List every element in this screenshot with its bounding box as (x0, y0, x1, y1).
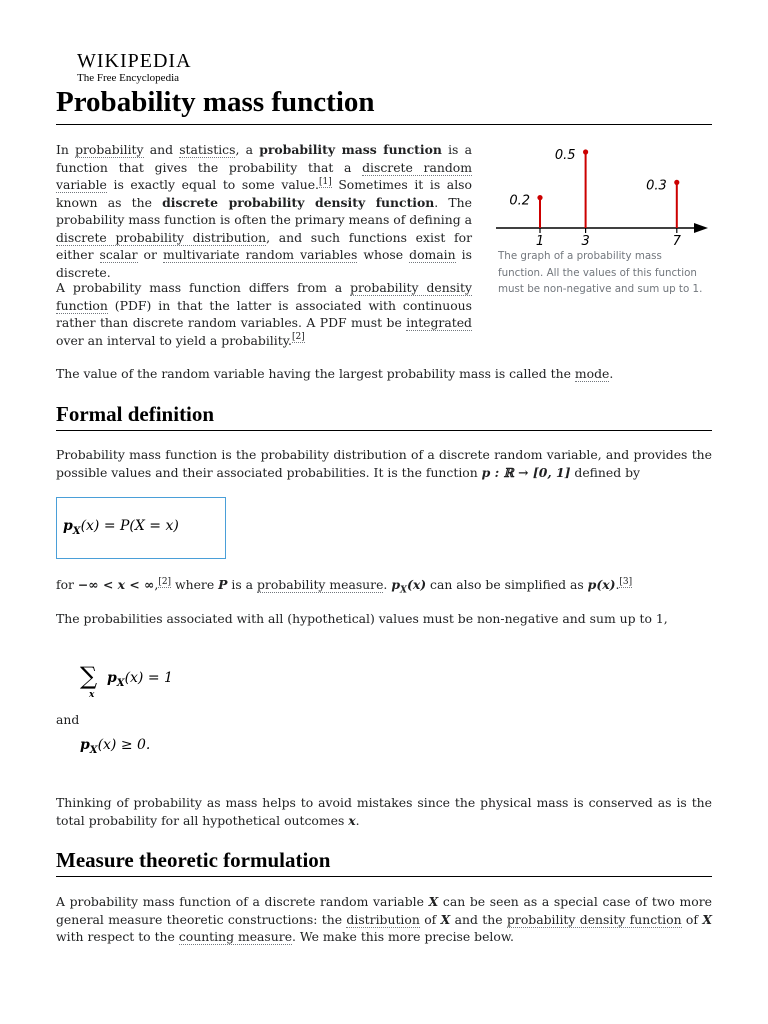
stem-point-1 (537, 195, 542, 200)
intro-paragraph-2: A probability mass function differs from a probability density function (PDF) in that the latter is associated with continuous rather than discrete random variables. A PDF must be integrated over an interval to yield a probability.[2] (56, 280, 472, 348)
ref-3[interactable]: [3] (619, 576, 633, 587)
formula-nonnegative: $p_X(x) \ge 0$. (80, 737, 151, 756)
sum-index: x (89, 690, 95, 700)
heading-formal-definition: Formal definition (56, 402, 215, 426)
link-probability-density-function[interactable]: probability density function (56, 280, 472, 313)
value-label-1: 0.2 (509, 193, 530, 209)
tick-label-1: 1 (535, 234, 545, 249)
ref-1[interactable]: [1] (318, 176, 332, 187)
link-mode[interactable]: mode (574, 366, 610, 381)
link-discrete-random-variable[interactable]: discrete random variable (56, 159, 472, 192)
link-distribution[interactable]: distribution (346, 911, 420, 927)
title-underline (56, 124, 712, 125)
link-probability-measure[interactable]: probability measure (256, 577, 384, 592)
stem-point-7 (674, 180, 679, 185)
page-title: Probability mass function (56, 86, 375, 118)
link-statistics[interactable]: statistics (179, 142, 236, 157)
heading-underline (56, 430, 712, 431)
tick-label-7: 7 (672, 234, 681, 249)
link-counting-measure[interactable]: counting measure (178, 929, 293, 944)
ref-2[interactable]: [2] (291, 332, 305, 343)
link-probability[interactable]: probability (75, 142, 144, 157)
link-probability-density-function-2[interactable]: probability density function (506, 911, 682, 927)
formula-definition: $p_X(x) = P(X = x)$ (63, 518, 179, 537)
sum-symbol: ∑ (80, 662, 98, 690)
tick-label-3: 3 (581, 234, 590, 249)
x-axis-arrowhead (694, 223, 708, 233)
ref-2b[interactable]: [2] (158, 576, 172, 587)
link-multivariate-random-variables[interactable]: multivariate random variables (162, 247, 358, 262)
value-label-3: 0.5 (554, 148, 576, 163)
wikipedia-tagline: The Free Encyclopedia (77, 72, 180, 84)
formal-paragraph-2: for −∞ < x < ∞,[2] where P is a probability measure. $p_X(x)$ can also be simplified as p(x).[3] (56, 576, 633, 596)
and-text: and (56, 712, 80, 727)
figure-caption: The graph of a probability mass function. All the values of this function must be non-negative and sum up to 1. (498, 250, 703, 295)
link-discrete-probability-distribution[interactable]: discrete probability distribution (56, 229, 267, 245)
heading-underline-2 (56, 876, 712, 877)
stem-point-3 (583, 149, 588, 154)
formal-paragraph-1: Probability mass function is the probability distribution of a discrete random variable, and provides the possible values and their associated probabilities. It is the function p : ℝ → [0, 1] defined by (56, 447, 712, 480)
formal-paragraph-4: Thinking of probability as mass helps to avoid mistakes since the physical mass is conserved as is the total probability for all hypothetical outcomes x. (56, 795, 712, 828)
intro-paragraph-3: The value of the random variable having the largest probability mass is called the mode. (56, 366, 614, 381)
formal-paragraph-3: The probabilities associated with all (hypothetical) values must be non-negative and sum up to 1, (56, 611, 668, 626)
value-label-7: 0.3 (646, 178, 667, 194)
intro-paragraph-1: In probability and statistics, a probability mass function is a function that gives the probability that a discrete random variable is exactly equal to some value.[1] Sometimes it is also known as the discrete probability density function. The probability mass function is often the primary means of defining a discrete probability distribution, and such functions exist for either scalar or multivariate random variables whose domain is discrete. (56, 142, 472, 280)
link-scalar[interactable]: scalar (99, 247, 138, 262)
measure-paragraph-1: A probability mass function of a discrete random variable X can be seen as a special case of two more general measure theoretic constructions: the distribution of X and the probability density function of X with respect to the counting measure. We make this more precise below. (56, 894, 713, 944)
link-domain[interactable]: domain (409, 247, 456, 262)
pmf-stem-chart (496, 140, 716, 252)
wikipedia-wordmark[interactable]: WIKIPEDIA (77, 50, 192, 72)
formula-sum: $p_X(x) = 1$ (107, 670, 173, 689)
heading-measure-theoretic: Measure theoretic formulation (56, 848, 331, 872)
link-integrated[interactable]: integrated (406, 315, 472, 330)
